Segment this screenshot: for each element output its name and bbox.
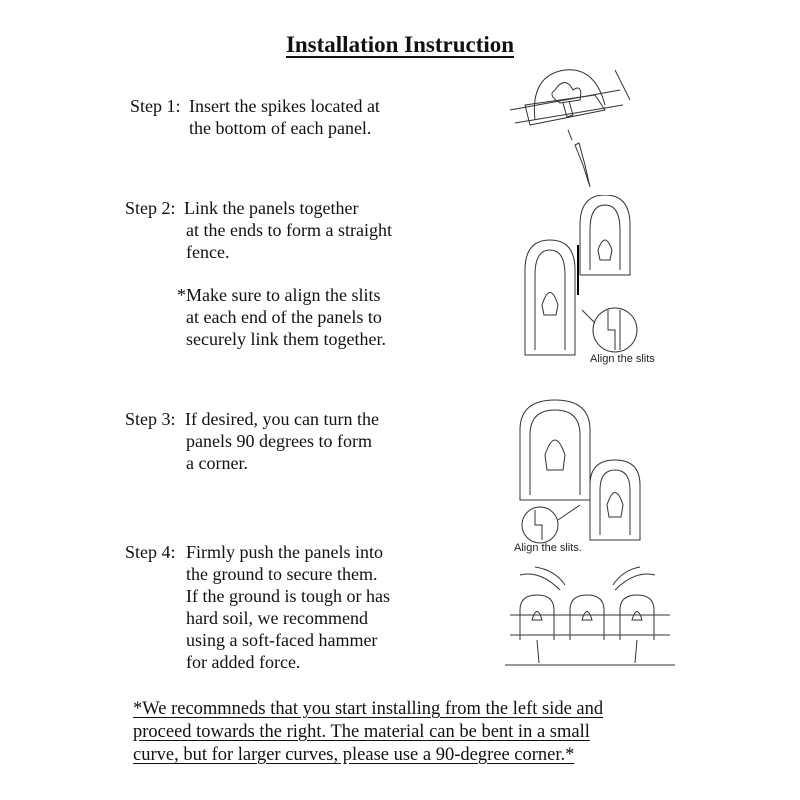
step-2-note: securely link them together.: [186, 329, 386, 349]
step-2-note: at each end of the panels to: [186, 307, 382, 327]
step-4-text: for added force.: [186, 652, 301, 672]
step-4-text: the ground to secure them.: [186, 564, 378, 584]
step-3-text: panels 90 degrees to form: [186, 431, 372, 451]
align-slits-label: Align the slits: [590, 353, 655, 365]
step-4-text: hard soil, we recommend: [186, 608, 368, 628]
page-title: Installation Instruction: [285, 32, 515, 57]
step-2-link-illustration: [520, 195, 660, 365]
footer-note-line: *We recommneds that you start installing from the left side and: [133, 699, 604, 719]
step-3-text: a corner.: [186, 453, 248, 473]
step-4-push-illustration: [505, 565, 675, 675]
step-2-label: Step 2:: [125, 198, 176, 218]
step-2-note: *Make sure to align the slits: [177, 285, 381, 305]
step-3-text: If desired, you can turn the: [185, 409, 379, 429]
step-1-text: Insert the spikes located at: [189, 96, 380, 116]
step-4-text: Firmly push the panels into: [186, 542, 383, 562]
step-1-label: Step 1:: [130, 96, 181, 116]
step-2-text: Link the panels together: [184, 198, 359, 218]
footer-note: [133, 698, 603, 767]
step-1-text: the bottom of each panel.: [189, 118, 372, 138]
step-2-text: fence.: [186, 242, 230, 262]
step-4-label: Step 4:: [125, 542, 176, 562]
footer-note-line: curve, but for larger curves, please use a 90-degree corner.*: [133, 745, 575, 765]
step-2-text: at the ends to form a straight: [186, 220, 392, 240]
step-3-corner-illustration: [510, 395, 650, 545]
step-1-spike-illustration: [505, 65, 635, 190]
step-4-text: If the ground is tough or has: [186, 586, 390, 606]
align-slits-corner-label: Align the slits.: [514, 542, 582, 554]
step-3-label: Step 3:: [125, 409, 176, 429]
footer-note-line: proceed towards the right. The material can be bent in a small: [133, 722, 590, 742]
step-4-text: using a soft-faced hammer: [186, 630, 378, 650]
